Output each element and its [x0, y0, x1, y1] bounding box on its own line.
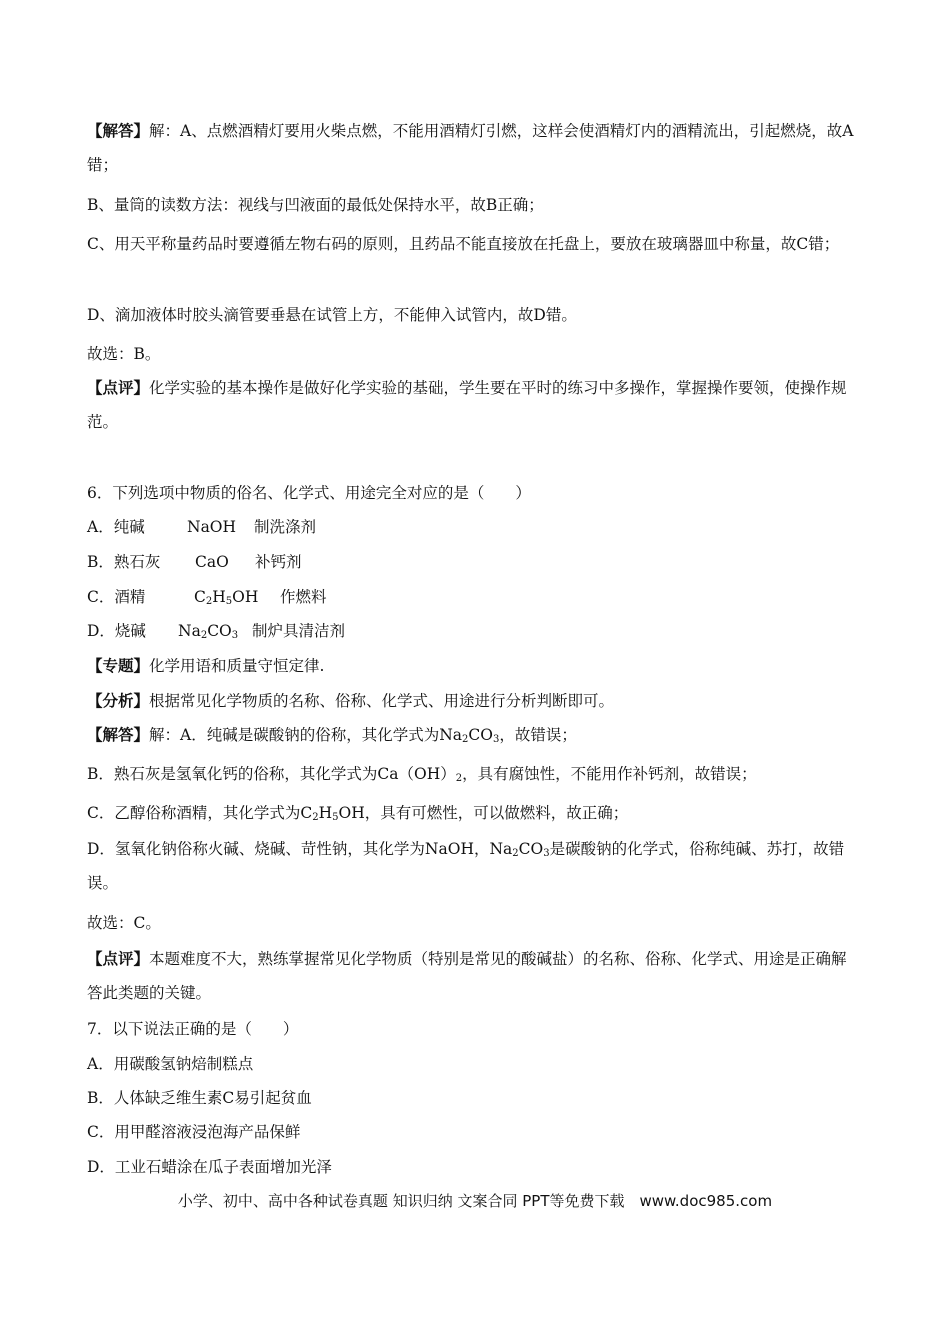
option-formula: NaOH [187, 518, 237, 536]
q6-answer-d: D．氢氧化钠俗称火碱、烧碱、苛性钠，其化学为NaOH，$Na_2CO_3$是碳酸钠的化学式，俗称纯碱、苏打，故错误。 [87, 840, 845, 892]
question-7-stem: 7．以下说法正确的是（ ） [87, 1020, 299, 1038]
option-use: 补钙剂 [255, 553, 302, 571]
choose-text-q6: 故选：C。 [87, 914, 161, 932]
analysis-text: 根据常见化学物质的名称、俗称、化学式、用途进行分析判断即可。 [149, 692, 615, 710]
q7-option-c: C．用甲醛溶液浸泡海产品保鲜 [87, 1123, 301, 1141]
answer-text-c: C、用天平称量药品时要遵循左物右码的原则，且药品不能直接放在托盘上，要放在玻璃器皿中称量，故C错； [87, 235, 840, 253]
q7-option-d: D．工业石蜡涂在瓜子表面增加光泽 [87, 1158, 332, 1176]
comment-text: 化学实验的基本操作是做好化学实验的基础，学生要在平时的练习中多操作，掌握操作要领，使操作规范。 [87, 379, 847, 431]
comment-paragraph-q5 [87, 371, 862, 439]
analysis-tag: 【分析】 [87, 692, 150, 710]
q6-option-a [87, 515, 862, 539]
answer-text-d: D、滴加液体时胶头滴管要垂悬在试管上方，不能伸入试管内，故D错。 [87, 306, 577, 324]
answer-tag: 【解答】 [87, 726, 150, 744]
page-footer: 小学、初中、高中各种试卷真题 知识归纳 文案合同 PPT等免费下载 www.doc985.com [177, 1192, 773, 1210]
option-formula: CaO [195, 553, 229, 571]
comment-text: 本题难度不大，熟练掌握常见化学物质（特别是常见的酸碱盐）的名称、俗称、化学式、用途是正确解答此类题的关键。 [87, 950, 847, 1002]
topic-text: 化学用语和质量守恒定律. [149, 657, 325, 675]
option-use: 制洗涤剂 [254, 518, 317, 536]
q6-comment [87, 942, 862, 1010]
answer-tag: 【解答】 [87, 122, 150, 140]
comment-tag: 【点评】 [87, 950, 150, 968]
q6-answer-a: 【解答】解：A．纯碱是碳酸钠的俗称，其化学式为$Na_2CO_3$，故错误； [87, 726, 577, 745]
answer-text-b: B、量筒的读数方法：视线与凹液面的最低处保持水平，故B正确； [87, 196, 544, 214]
option-label: B．熟石灰 [87, 553, 161, 571]
option-label: C．酒精 [87, 588, 146, 606]
option-label: A．纯碱 [87, 518, 145, 536]
question-6-stem: 6．下列选项中物质的俗名、化学式、用途完全对应的是（ ） [87, 484, 531, 502]
q7-option-a: A．用碳酸氢钠焙制糕点 [87, 1055, 254, 1073]
q6-option-c [87, 585, 862, 609]
answer-paragraph-q5 [87, 114, 862, 182]
topic-tag: 【专题】 [87, 657, 150, 675]
q6-option-b [87, 550, 862, 574]
option-use: 作燃料 [280, 588, 327, 606]
q6-analysis [87, 689, 862, 713]
answer-text-a: 解：A、点燃酒精灯要用火柴点燃，不能用酒精灯引燃，这样会使酒精灯内的酒精流出，引起燃烧，故A错； [87, 122, 854, 174]
option-formula: $Na_2CO_3$ [178, 622, 239, 641]
q6-answer-b: B．熟石灰是氢氧化钙的俗称，其化学式为$Ca(OH)_2$，具有腐蚀性，不能用作补钙剂，故错误； [87, 765, 757, 784]
option-use: 制炉具清洁剂 [252, 622, 346, 640]
q7-option-b: B．人体缺乏维生素C易引起贫血 [87, 1089, 312, 1107]
choose-text-q5: 故选：B。 [87, 345, 161, 363]
q6-answer-c: C．乙醇俗称酒精，其化学式为$C_2H_5OH$，具有可燃性，可以做燃料，故正确； [87, 804, 629, 823]
option-label: D．烧碱 [87, 622, 146, 640]
option-formula: $C_2H_5OH$ [194, 588, 259, 607]
q6-topic [87, 654, 862, 678]
comment-tag: 【点评】 [87, 379, 150, 397]
q6-option-d [87, 619, 862, 643]
